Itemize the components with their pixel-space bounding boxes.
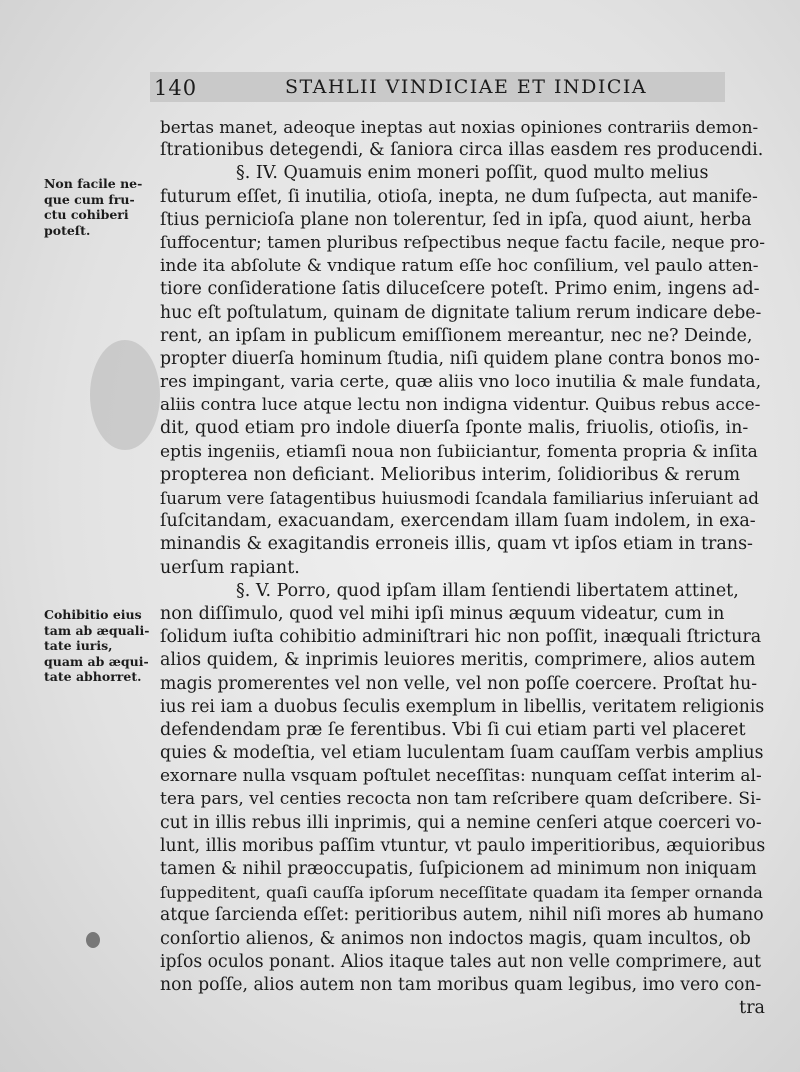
text-line: ſuppeditent, quaſi cauſſa ipſorum neceſſitate quadam ita ſemper ornanda xyxy=(160,883,763,903)
text-line: eptis ingeniis, etiamſi noua non ſubiiciantur, fomenta propria & inſita xyxy=(160,441,758,462)
text-line: propterea non deficiant. Melioribus interim, ſolidioribus & rerum xyxy=(160,464,741,485)
margin-note-line: tate abhorret. xyxy=(44,669,142,684)
text-line: rent, an ipſam in publicum emiſſionem mereantur, nec ne? Deinde, xyxy=(160,325,753,346)
text-line: dit, quod etiam pro indole diuerſa ſponte malis, friuolis, otioſis, in- xyxy=(160,418,749,439)
margin-note-line: ctu cohiberi xyxy=(44,207,129,222)
margin-note-line: tate iuris, xyxy=(44,638,113,653)
margin-note xyxy=(44,607,160,685)
catchword: tra xyxy=(739,998,765,1019)
margin-note-line: tam ab æquali- xyxy=(44,622,150,638)
text-line: cut in illis rebus illi inprimis, qui a nemine cenſeri atque coerceri vo- xyxy=(160,812,762,833)
margin-note-line: que cum fru- xyxy=(44,191,135,207)
text-line: non diſſimulo, quod vel mihi ipſi minus æquum videatur, cum in xyxy=(160,603,725,624)
page-number: 140 xyxy=(154,76,198,100)
text-line: res impingant, varia certe, quæ aliis vno loco inutilia & male fundata, xyxy=(160,372,762,393)
text-line: ipſos oculos ponant. Alios itaque tales aut non velle comprimere, aut xyxy=(160,951,762,972)
text-line: uerſum rapiant. xyxy=(160,557,300,578)
text-line: ſuarum vere ſatagentibus huiusmodi ſcandala familiarius inſeruiant ad xyxy=(160,488,760,508)
text-line: futurum eſſet, ſi inutilia, otioſa, inepta, ne dum ſuſpecta, aut manife- xyxy=(160,186,758,207)
text-line: ſuſcitandam, exacuandam, exercendam illam ſuam indolem, in exa- xyxy=(160,511,756,532)
margin-note-line: quam ab æqui- xyxy=(44,653,149,669)
text-line: tamen & nihil præoccupatis, ſuſpicionem ad minimum non iniquam xyxy=(160,859,757,879)
text-line: ſolidum iuſta cohibitio adminiſtrari hic non poſſit, inæquali ſtrictura xyxy=(160,627,762,648)
running-title: STAHLII VINDICIAE ET INDICIA xyxy=(285,76,648,98)
text-line: defendendam præ ſe ferentibus. Vbi ſi cui etiam parti vel placeret xyxy=(160,719,746,740)
text-line: ſtius pernicioſa plane non tolerentur, ſed in ipſa, quod aiunt, herba xyxy=(160,209,752,230)
text-line: minandis & exagitandis erroneis illis, quam vt ipſos etiam in trans- xyxy=(160,534,753,555)
ink-spot xyxy=(86,932,100,948)
text-line: ſuffocentur; tamen pluribus reſpectibus neque factu facile, neque pro- xyxy=(160,232,765,253)
text-line: §. V. Porro, quod ipſam illam ſentiendi libertatem attinet, xyxy=(236,580,739,601)
text-line: aliis contra luce atque lectu non indigna videntur. Quibus rebus acce- xyxy=(160,395,761,416)
text-line: alios quidem, & inprimis leuiores meritis, comprimere, alios autem xyxy=(160,650,756,671)
body-text xyxy=(160,116,765,1020)
page-stain xyxy=(90,340,160,450)
text-line: §. IV. Quamuis enim moneri poſſit, quod multo melius xyxy=(236,163,709,184)
text-line: huc eſt poſtulatum, quinam de dignitate talium rerum indicare debe- xyxy=(160,302,762,323)
margin-note-line: poteſt. xyxy=(44,222,91,238)
text-line: ius rei iam a duobus ſeculis exemplum in libellis, veritatem religionis xyxy=(160,696,765,717)
margin-note-line: Non facile ne- xyxy=(44,176,143,191)
text-line: ſtrationibus detegendi, & ſaniora circa illas easdem res producendi. xyxy=(160,140,764,161)
text-line: tiore conſideratione ſatis diluceſcere poteſt. Primo enim, ingens ad- xyxy=(160,279,760,300)
text-line: non poſſe, alios autem non tam moribus quam legibus, imo vero con- xyxy=(160,974,762,995)
margin-note-line: Cohibitio eius xyxy=(44,607,142,622)
text-line: conſortio alienos, & animos non indoctos magis, quam incultos, ob xyxy=(160,928,751,949)
text-line: magis promerentes vel non velle, vel non poſſe coercere. Proſtat hu- xyxy=(160,673,758,694)
text-line: quies & modeſtia, vel etiam luculentam ſuam cauſſam verbis amplius xyxy=(160,743,764,764)
text-line: atque ſarcienda eſſet: peritioribus autem, nihil niſi mores ab humano xyxy=(160,905,764,926)
margin-note xyxy=(44,176,160,238)
text-line: tera pars, vel centies recocta non tam reſcribere quam deſcribere. Si- xyxy=(160,789,762,810)
text-line: bertas manet, adeoque ineptas aut noxias opiniones contrariis demon- xyxy=(160,117,759,137)
text-line: exornare nulla vsquam poſtulet neceſſitas: nunquam ceſſat interim al- xyxy=(160,766,762,787)
text-line: lunt, illis moribus paſſim vtuntur, vt paulo imperitioribus, æquioribus xyxy=(160,835,765,856)
text-line: inde ita abſolute & vndique ratum eſſe hoc conſilium, vel paulo atten- xyxy=(160,256,759,277)
text-line: propter diuerſa hominum ſtudia, niſi quidem plane contra bonos mo- xyxy=(160,348,760,369)
